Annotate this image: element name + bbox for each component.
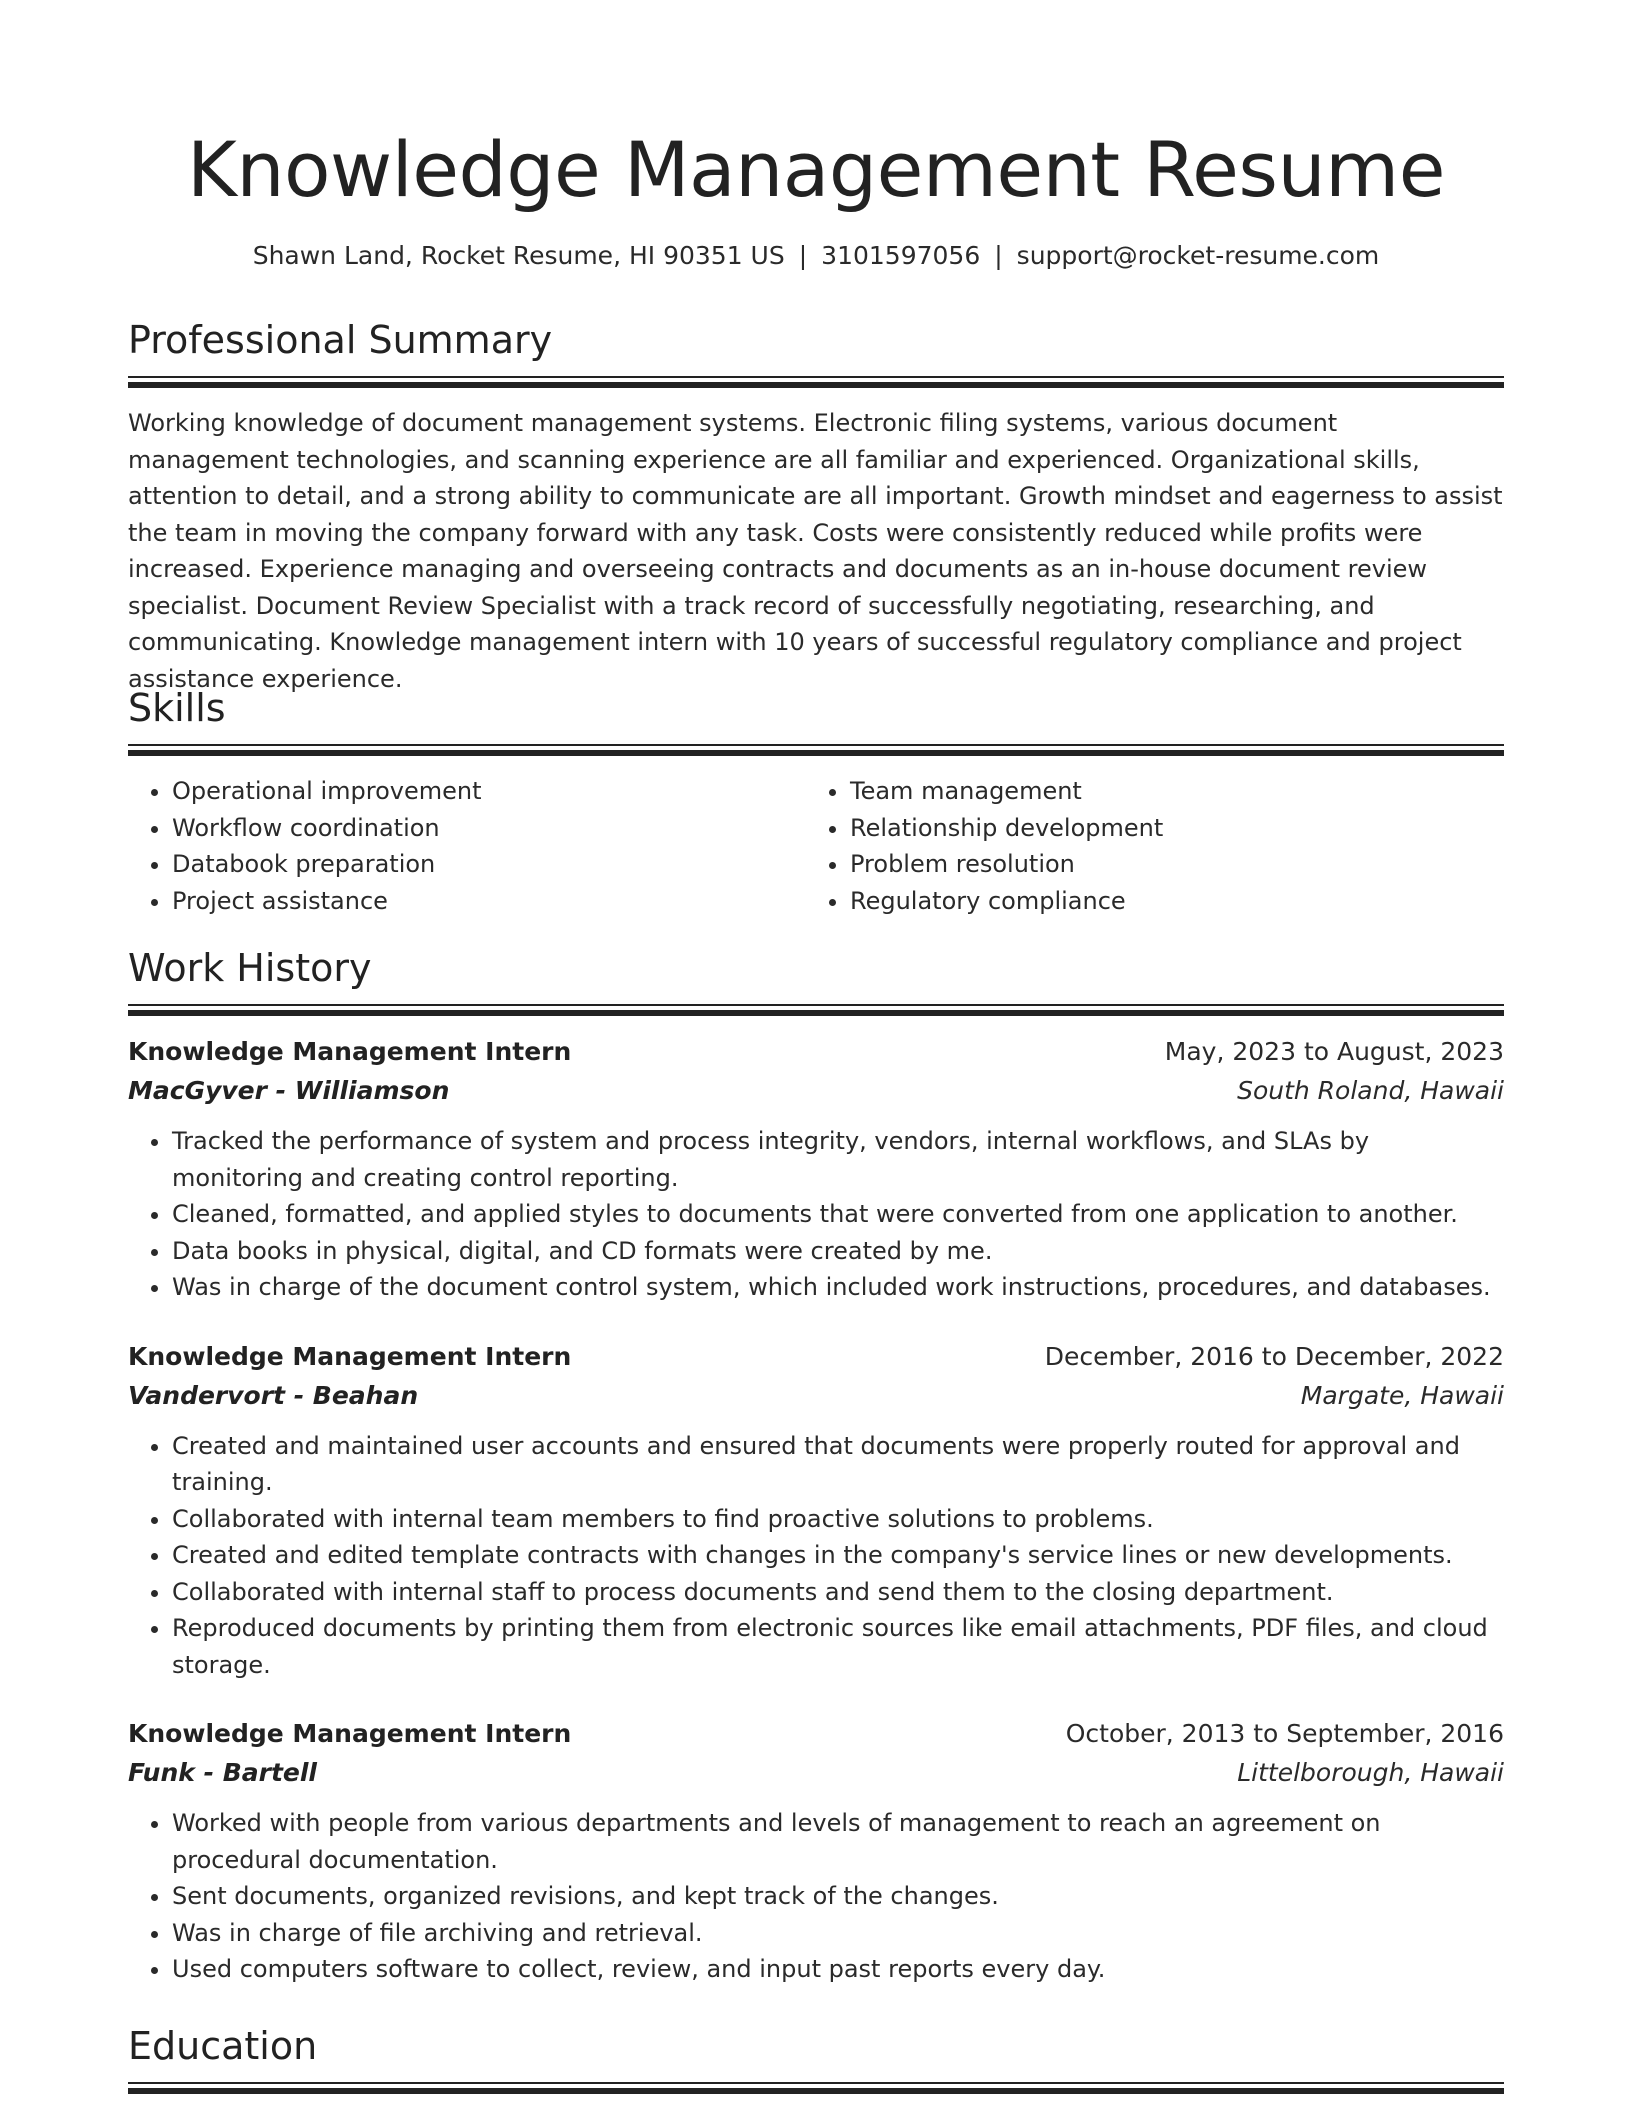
job-bullet: • Was in charge of file archiving and retrieval.: [172, 1915, 1504, 1952]
job-bullet: • Collaborated with internal team members to find proactive solutions to problems.: [172, 1501, 1504, 1538]
work-history-section: [128, 942, 1504, 1988]
section-heading-work-history: Work History: [128, 946, 372, 990]
job-location: Littelborough, Hawaii: [1237, 1758, 1504, 1787]
job-bullet: • Cleaned, formatted, and applied styles to documents that were converted from one application to another.: [172, 1196, 1504, 1233]
summary-text: Working knowledge of document management systems. Electronic filing systems, various document management technologies, and scanning experience are all familiar and experienced. Organizational skills, attention to detail, and a strong ability to communicate are all important. Growth mindset and eagerness to assist the team in moving the company forward with any task. Costs were consistently reduced while profits were increased. Experience managing and overseeing contracts and documents as an in-house document review specialist. Document Review Specialist with a track record of successfully negotiating, researching, and communicating. Knowledge management intern with 10 years of successful regulatory compliance and project assistance experience.: [128, 409, 1503, 693]
job-bullet: • Used computers software to collect, review, and input past reports every day.: [172, 1951, 1504, 1988]
job-bullet: • Created and edited template contracts with changes in the company's service lines or new developments.: [172, 1537, 1504, 1574]
skills-list-right: [806, 773, 1484, 919]
job-bullet: • Reproduced documents by printing them from electronic sources like email attachments, PDF files, and cloud storage.: [172, 1610, 1504, 1683]
contact-phone: 3101597056: [821, 241, 981, 270]
job-bullets: [128, 1123, 1504, 1306]
job-title: Knowledge Management Intern: [128, 1037, 572, 1066]
skill-item: • Project assistance: [172, 883, 806, 920]
job-bullet: • Tracked the performance of system and process integrity, vendors, internal workflows, and SLAs by monitoring and creating control reporting.: [172, 1123, 1504, 1196]
skill-item: • Regulatory compliance: [850, 883, 1484, 920]
contact-address: Shawn Land, Rocket Resume, HI 90351 US: [252, 241, 785, 270]
job-location: South Roland, Hawaii: [1237, 1076, 1504, 1105]
job-title: Knowledge Management Intern: [128, 1341, 572, 1371]
section-divider: [128, 376, 1504, 389]
skill-item: • Operational improvement: [172, 773, 806, 810]
job-company: MacGyver - Williamson: [128, 1076, 450, 1105]
skill-item: • Workflow coordination: [172, 810, 806, 847]
skill-item: • Team management: [850, 773, 1484, 810]
job-bullet: • Collaborated with internal staff to process documents and send them to the closing department.: [172, 1574, 1504, 1611]
job-dates: October, 2013 to September, 2016: [1065, 1719, 1504, 1748]
job-bullet: • Was in charge of the document control system, which included work instructions, procedures, and databases.: [172, 1269, 1504, 1306]
job-company: Funk - Bartell: [128, 1758, 317, 1787]
section-heading-skills: Skills: [128, 686, 226, 730]
job-dates: May, 2023 to August, 2023: [1164, 1037, 1504, 1066]
job-bullet: • Data books in physical, digital, and CD formats were created by me.: [172, 1233, 1504, 1270]
job-entry: [128, 1338, 1504, 1684]
skills-section: [128, 682, 1504, 919]
contact-line: [128, 238, 1504, 274]
job-bullets: [128, 1805, 1504, 1988]
skills-grid: [128, 773, 1504, 919]
job-bullet: • Created and maintained user accounts and ensured that documents were properly routed for approval and training.: [172, 1428, 1504, 1501]
section-heading-summary: Professional Summary: [128, 318, 553, 362]
section-divider: [128, 1004, 1504, 1017]
summary-section: [128, 314, 1504, 697]
job-dates: December, 2016 to December, 2022: [1044, 1341, 1504, 1371]
page-title: Knowledge Management Resume: [187, 125, 1445, 214]
job-entry: [128, 1715, 1504, 1988]
job-bullet: • Sent documents, organized revisions, and kept track of the changes.: [172, 1878, 1504, 1915]
job-bullet: • Worked with people from various departments and levels of management to reach an agreement on procedural documentation.: [172, 1805, 1504, 1878]
job-company: Vandervort - Beahan: [128, 1380, 419, 1410]
skill-item: • Databook preparation: [172, 846, 806, 883]
job-bullets: [128, 1428, 1504, 1684]
job-title: Knowledge Management Intern: [128, 1719, 572, 1748]
contact-email: support@rocket-resume.com: [1016, 241, 1380, 270]
contact-separator: |: [994, 241, 1003, 270]
skills-list-left: [128, 773, 806, 919]
section-divider: [128, 744, 1504, 757]
section-divider: [128, 2082, 1504, 2095]
skill-item: • Problem resolution: [850, 846, 1484, 883]
section-heading-education: Education: [128, 2024, 318, 2068]
skill-item: • Relationship development: [850, 810, 1484, 847]
job-location: Margate, Hawaii: [1300, 1380, 1504, 1410]
job-entry: [128, 1033, 1504, 1306]
contact-separator: |: [798, 241, 808, 270]
education-section: [128, 2020, 1504, 2095]
